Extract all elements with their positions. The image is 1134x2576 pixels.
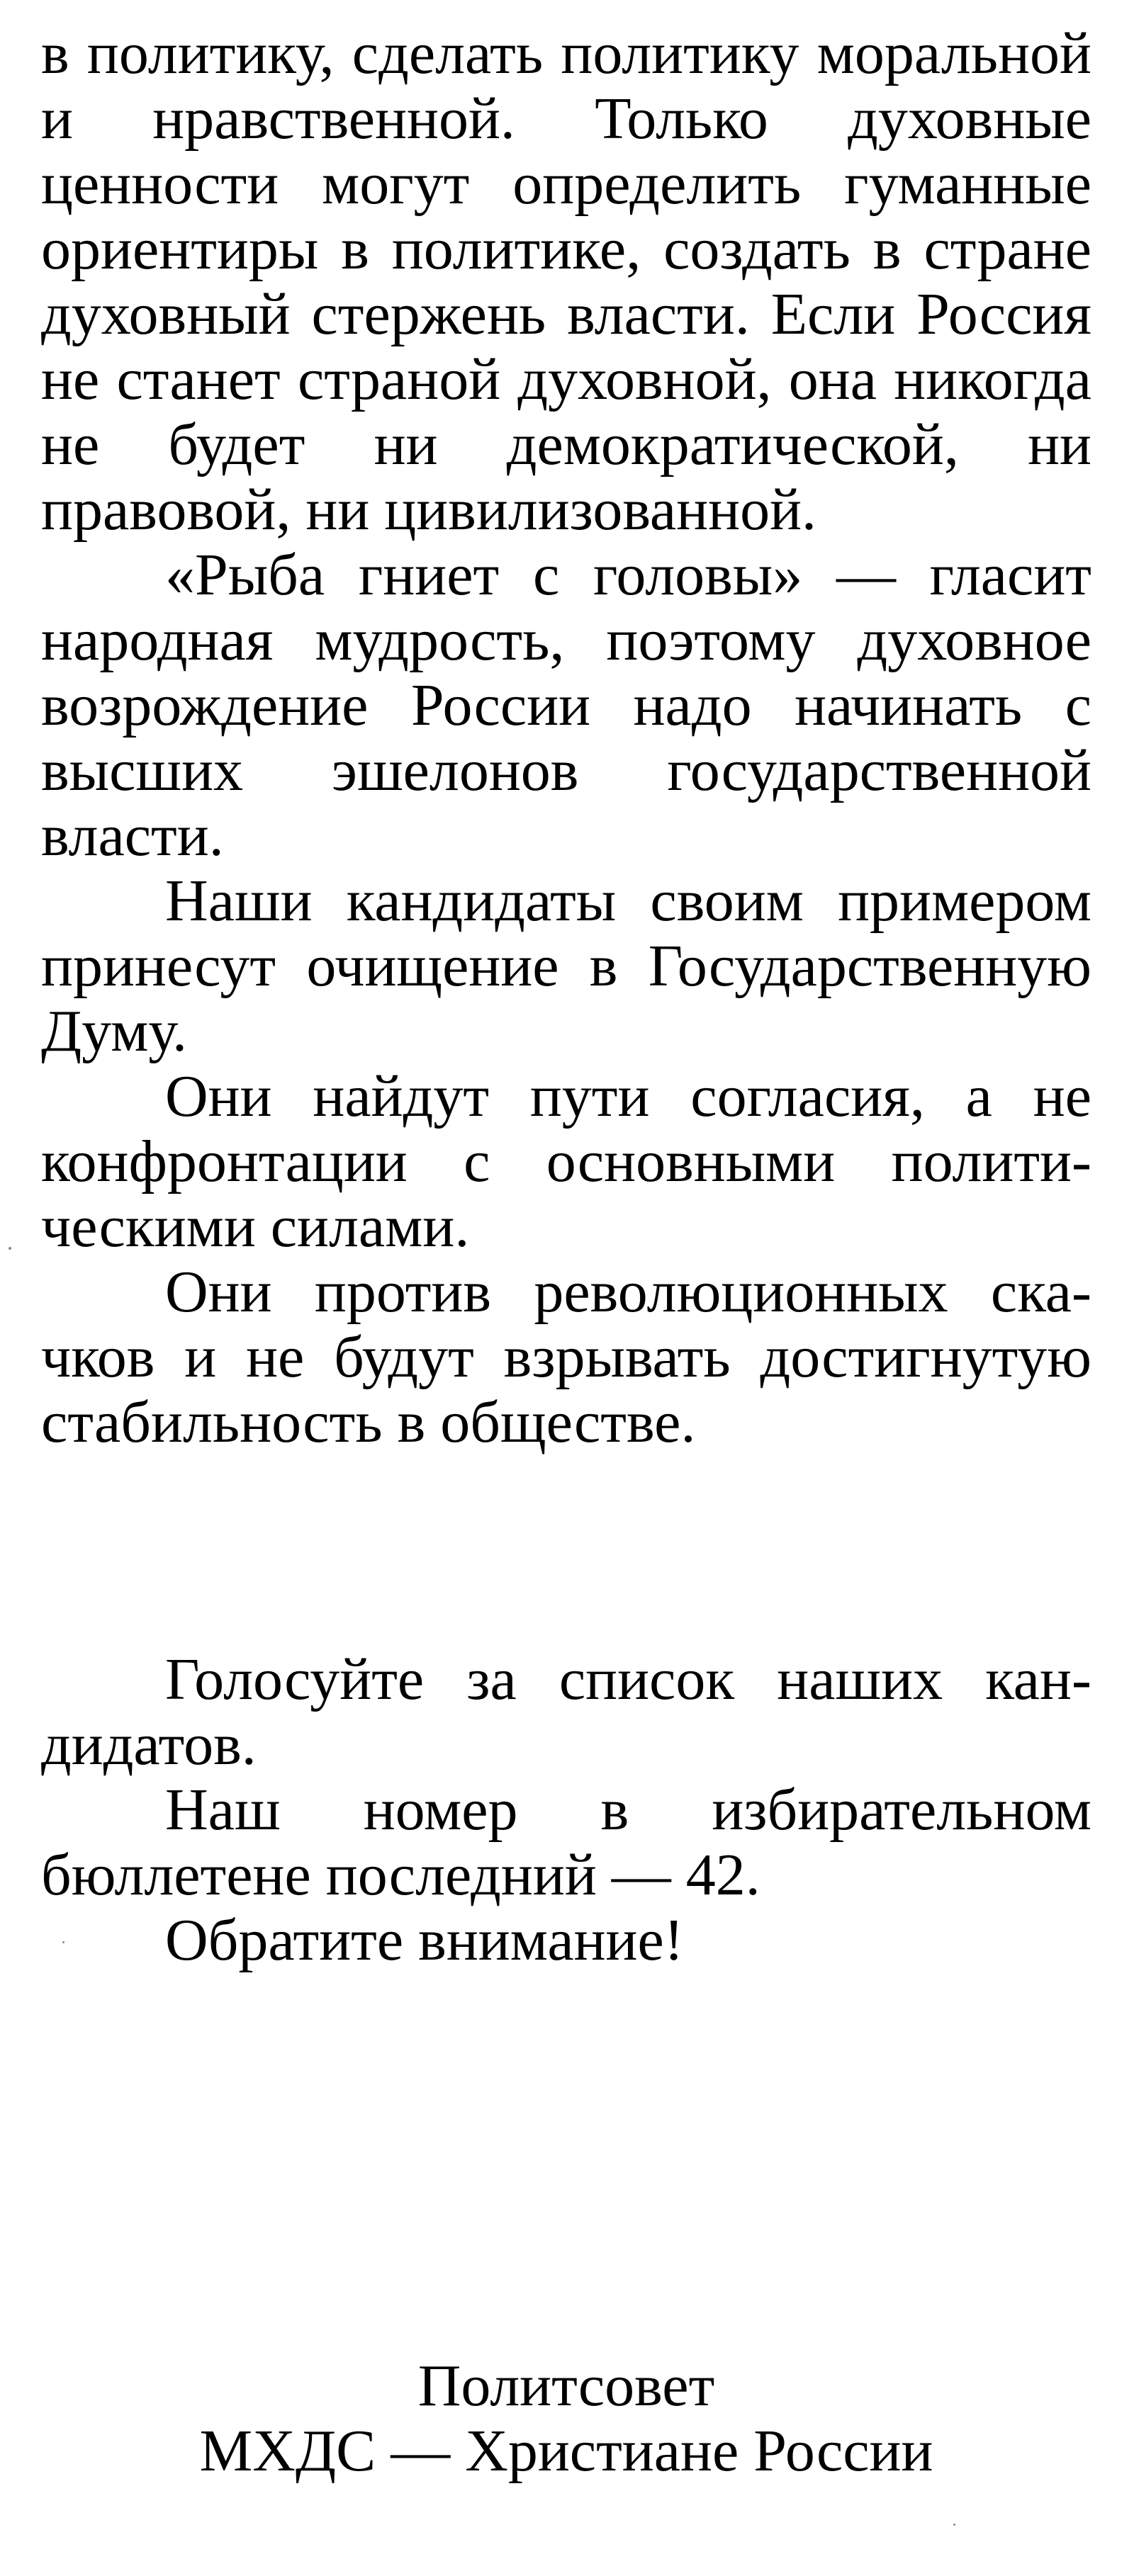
signature-council: Политсовет xyxy=(417,2353,715,2419)
scan-speck xyxy=(62,1941,64,1943)
main-text-block xyxy=(41,21,1091,1455)
paragraph-consensus: Они найдут пути согласия, а не конфронтации с основными политическими силами. xyxy=(41,1063,1091,1260)
signature-party: МХДС — Христиане России xyxy=(199,2418,933,2484)
scan-speck xyxy=(9,1247,11,1250)
paragraph-stability: Они против революционных скачков и не будут взрывать достигнутую стабильность в обществе. xyxy=(41,1259,1091,1455)
paragraph-vote-call: Голосуйте за список наших кандидатов. xyxy=(41,1646,1091,1778)
appeal-block xyxy=(41,1647,1091,1973)
paragraph-politics-morality: в политику, сделать политику моральной и нравственной. Только духовные ценности могут определить гуманные ориентиры в политике, создать в стране духовный стержень власти. Если Россия не станет страной духовной, она никогда не будет ни демократической, ни правовой, ни цивилизованной. xyxy=(41,21,1091,543)
scan-speck xyxy=(953,2524,955,2526)
paragraph-ballot-number: Наш номер в избирательном бюллетене последний — 42. xyxy=(41,1777,1091,1908)
paragraph-attention: Обратите внимание! xyxy=(165,1907,684,1973)
paragraph-candidates-example: Наши кандидаты своим примером принесут очищение в Государственную Думу. xyxy=(41,868,1091,1064)
signature-block xyxy=(41,2354,1091,2484)
paragraph-fish-rots: «Рыба гниет с головы» — гласит народная мудрость, поэтому духовное возрождение России надо начинать с высших эшелонов государственной власти. xyxy=(41,542,1091,869)
